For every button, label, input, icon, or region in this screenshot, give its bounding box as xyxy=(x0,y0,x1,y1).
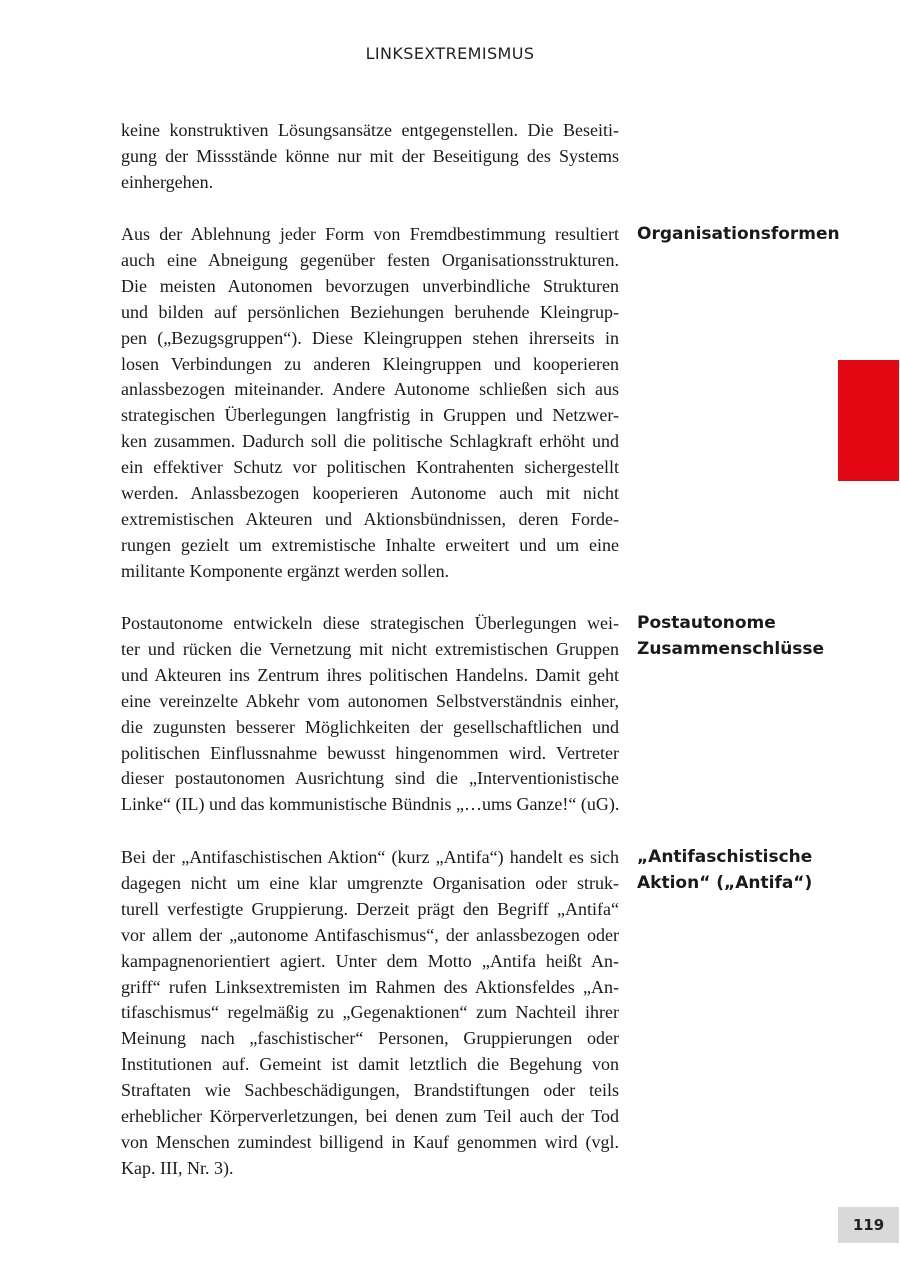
body-paragraph xyxy=(121,845,619,1182)
text-line: Bei der „Antifaschistischen Aktion“ (kurz „Antifa“) handelt es sich xyxy=(121,847,619,867)
text-line: kampagnenorientiert agiert. Unter dem Motto „Antifa heißt An- xyxy=(121,950,619,971)
body-paragraph xyxy=(121,611,619,818)
text-line: tifaschismus“ regelmäßig zu „Gegenaktionen“ zum Nachteil ihrer xyxy=(121,1002,619,1023)
text-line: Straftaten wie Sachbeschädigungen, Brandstiftungen oder teils xyxy=(121,1080,619,1101)
text-line: politischen Einflussnahme bewusst hingenommen wird. Vertreter xyxy=(121,742,619,763)
running-head: LINKSEXTREMISMUS xyxy=(365,44,535,63)
text-line: dieser postautonomen Ausrichtung sind die „Interventionistische xyxy=(121,768,619,789)
text-line: auch eine Abneigung gegenüber festen Organisationsstrukturen. xyxy=(121,249,619,270)
body-paragraph xyxy=(121,222,619,585)
text-line: Die meisten Autonomen bevorzugen unverbindliche Strukturen xyxy=(121,275,619,296)
text-line: ein effektiver Schutz vor politischen Kontrahenten sichergestellt xyxy=(121,457,619,478)
margin-heading-organisationsformen xyxy=(637,222,840,248)
body-paragraph xyxy=(121,118,619,196)
page-number: 119 xyxy=(838,1207,899,1243)
margin-heading-antifa xyxy=(637,845,837,897)
text-line: Linke“ (IL) und das kommunistische Bündnis „…ums Ganze!“ (uG). xyxy=(121,794,620,815)
text-line: vor allem der „autonome Antifaschismus“, der anlassbezogen oder xyxy=(121,924,619,945)
text-line: gung der Missstände könne nur mit der Beseitigung des Systems xyxy=(121,145,619,166)
text-line: pen („Bezugsgruppen“). Diese Kleingruppen stehen ihrerseits in xyxy=(121,327,619,348)
chapter-thumb-tab xyxy=(838,360,899,481)
margin-heading-line: Organisationsformen xyxy=(637,224,840,244)
margin-heading-line: „Antifaschistische xyxy=(637,847,813,867)
text-line: Postautonome entwickeln diese strategischen Überlegungen wei- xyxy=(121,613,619,633)
text-line: Aus der Ablehnung jeder Form von Fremdbestimmung resultiert xyxy=(121,224,619,244)
text-line: Institutionen auf. Gemeint ist damit letztlich die Begehung von xyxy=(121,1054,619,1075)
margin-heading-line: Aktion“ („Antifa“) xyxy=(637,872,813,893)
text-line: Kap. III, Nr. 3). xyxy=(121,1157,234,1178)
text-line: und bilden auf persönlichen Beziehungen beruhende Kleingrup- xyxy=(121,301,619,322)
text-line: erheblicher Körperverletzungen, bei denen zum Teil auch der Tod xyxy=(121,1106,619,1127)
text-line: werden. Anlassbezogen kooperieren Autonome auch mit nicht xyxy=(121,483,619,504)
text-line: ter und rücken die Vernetzung mit nicht extremistischen Gruppen xyxy=(121,638,619,659)
text-line: von Menschen zumindest billigend in Kauf genommen wird (vgl. xyxy=(121,1131,619,1152)
text-line: turell verfestigte Gruppierung. Derzeit prägt den Begriff „Antifa“ xyxy=(121,898,619,919)
text-line: dagegen nicht um eine klar umgrenzte Organisation oder struk- xyxy=(121,872,619,893)
text-line: und Akteuren ins Zentrum ihres politischen Handelns. Damit geht xyxy=(121,664,619,685)
text-line: militante Komponente ergänzt werden sollen. xyxy=(121,560,450,581)
text-line: die zugunsten besserer Möglichkeiten der gesellschaftlichen und xyxy=(121,716,619,737)
text-line: strategischen Überlegungen langfristig in Gruppen und Netzwer- xyxy=(121,405,619,426)
margin-heading-postautonome xyxy=(637,611,837,663)
text-line: extremistischen Akteuren und Aktionsbündnissen, deren Forde- xyxy=(121,508,619,529)
margin-heading-line: Postautonome xyxy=(637,613,776,633)
text-line: losen Verbindungen zu anderen Kleingruppen und kooperieren xyxy=(121,353,619,374)
text-line: Meinung nach „faschistischer“ Personen, Gruppierungen oder xyxy=(121,1028,619,1049)
text-line: rungen gezielt um extremistische Inhalte erweitert und um eine xyxy=(121,534,619,555)
text-line: eine vereinzelte Abkehr vom autonomen Selbstverständnis einher, xyxy=(121,690,619,711)
text-line: anlassbezogen miteinander. Andere Autonome schließen sich aus xyxy=(121,379,619,400)
text-line: einhergehen. xyxy=(121,171,214,192)
text-line: ken zusammen. Dadurch soll die politische Schlagkraft erhöht und xyxy=(121,431,619,452)
text-line: griff“ rufen Linksextremisten im Rahmen des Aktionsfeldes „An- xyxy=(121,976,619,997)
text-line: keine konstruktiven Lösungsansätze entgegenstellen. Die Beseiti- xyxy=(121,120,619,140)
margin-heading-line: Zusammenschlüsse xyxy=(637,638,825,659)
